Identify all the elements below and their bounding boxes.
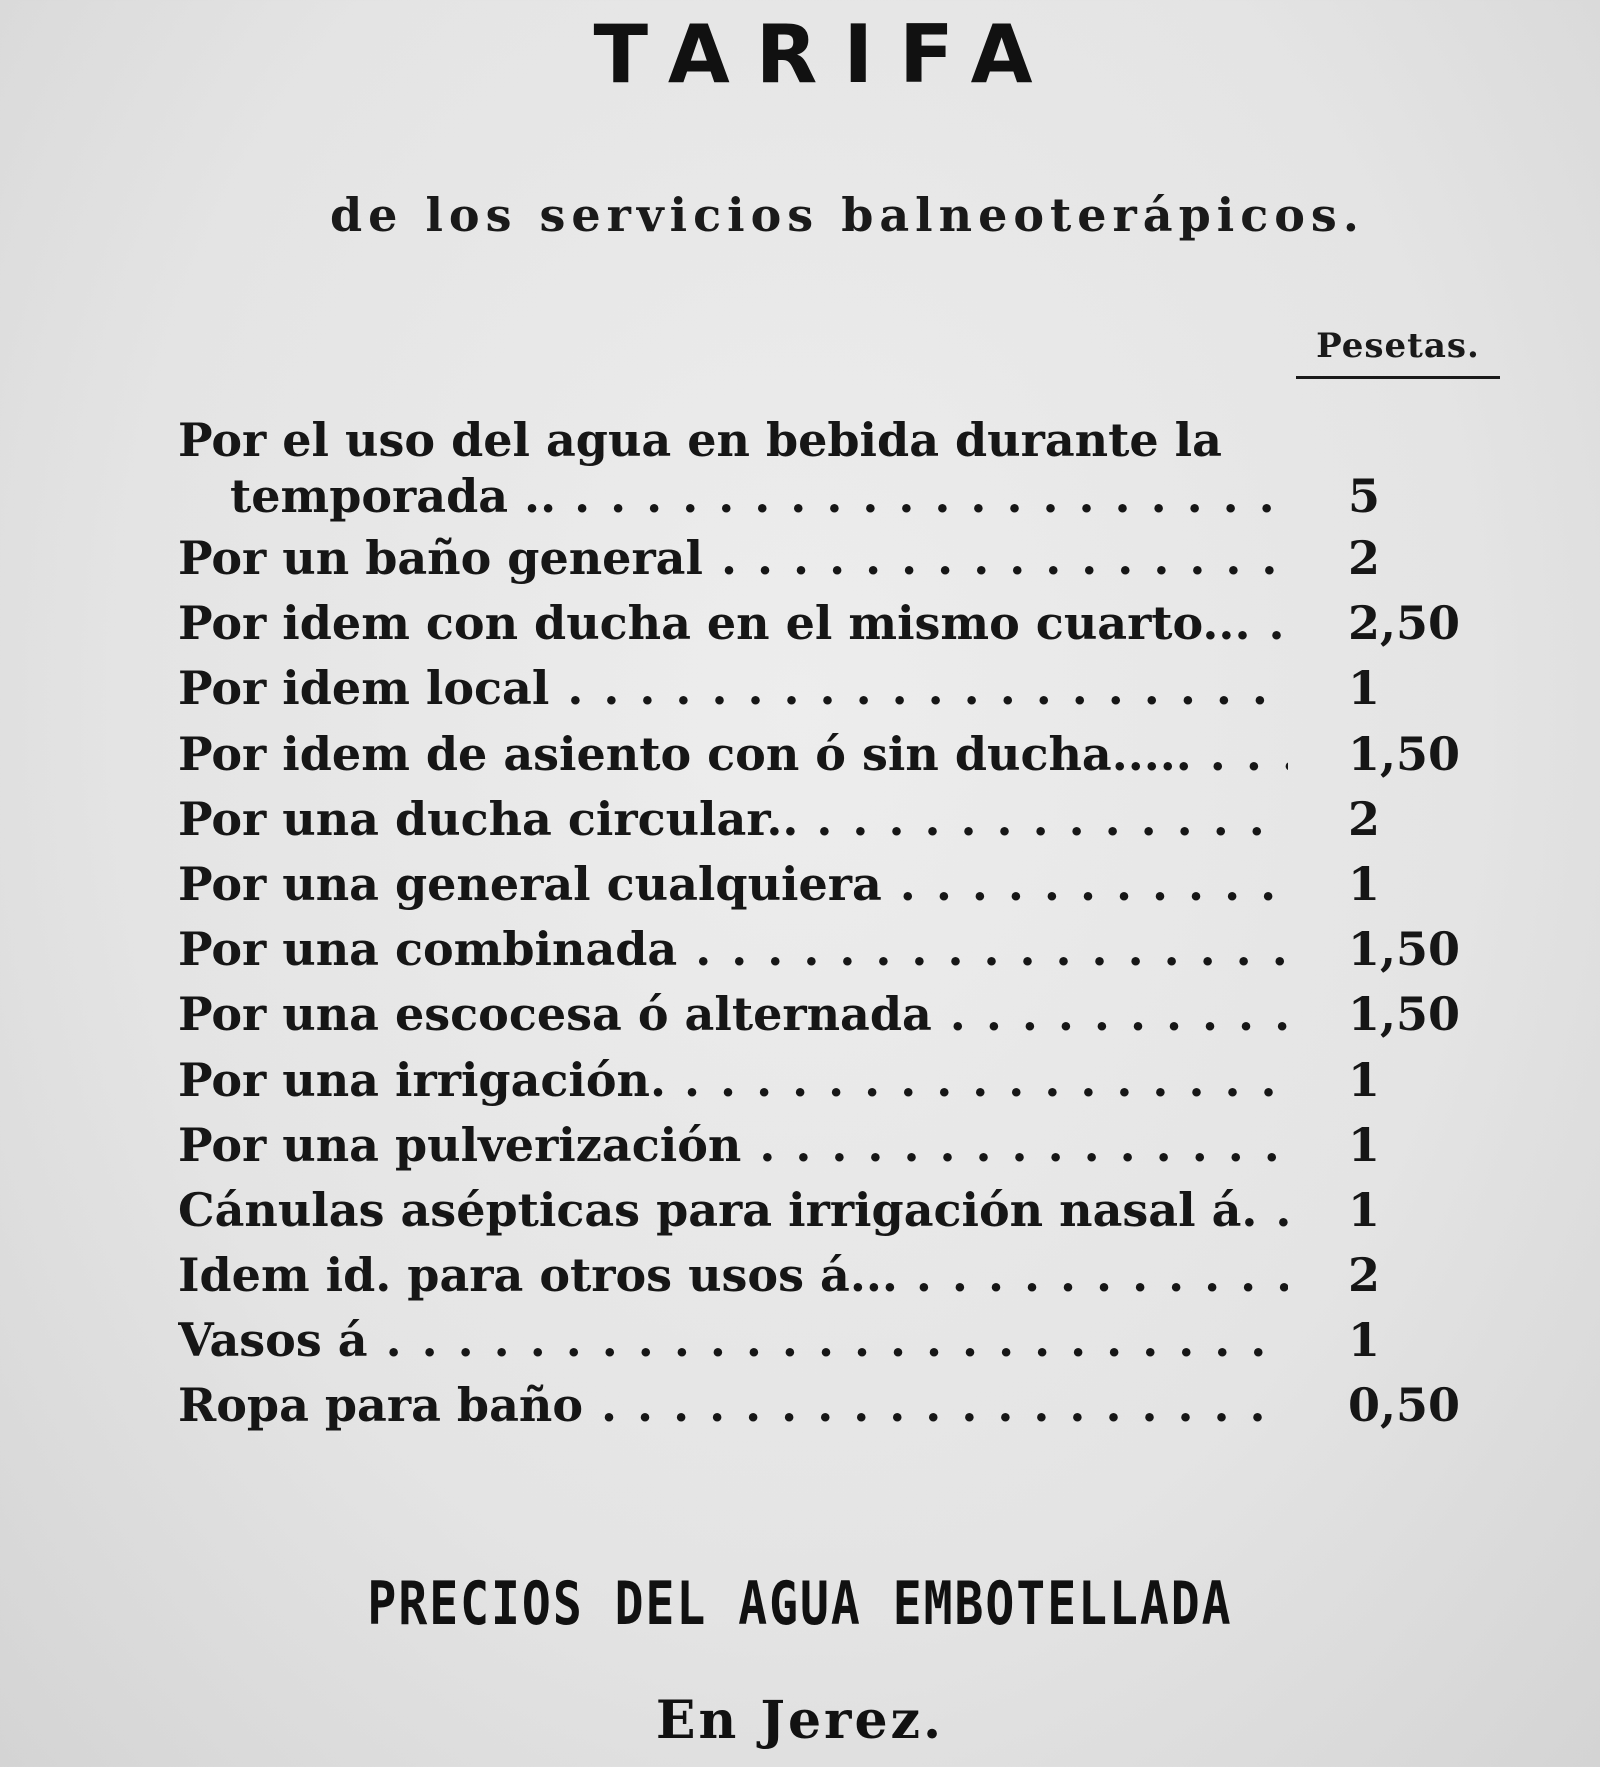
document-subtitle: de los servicios balneoterápicos. [330, 188, 1365, 242]
tariff-item-label: Cánulas asépticas para irrigación nasal á. . . . [178, 1178, 1288, 1243]
price-column-header: Pesetas. [1316, 326, 1480, 366]
document-title: TARIFA [593, 8, 1059, 101]
tariff-item-label: Ropa para baño . . . [178, 1373, 1288, 1438]
tariff-row [178, 1243, 1478, 1308]
tariff-list [178, 408, 1478, 1439]
tariff-row [178, 1178, 1478, 1243]
tariff-item-label: Por un baño general . . . [178, 526, 1288, 591]
tariff-item-price: 1,50 [1348, 987, 1461, 1042]
tariff-row [178, 787, 1478, 852]
tariff-row [178, 591, 1478, 656]
tariff-item-label: Por idem local . . . [178, 656, 1288, 721]
tariff-row [178, 722, 1478, 787]
tariff-item-price: 1,50 [1348, 922, 1461, 977]
tariff-row [178, 526, 1478, 591]
tariff-item-label: Por una general cualquiera . . . [178, 852, 1288, 917]
tariff-item-label: Por una irrigación. . . . [178, 1048, 1288, 1113]
tariff-item-price: 1 [1348, 856, 1381, 911]
tariff-item-label: Por una pulverización . . . [178, 1113, 1288, 1178]
tariff-item-price: 1 [1348, 1313, 1381, 1368]
tariff-item-label: Por una escocesa ó alternada . . . [178, 982, 1288, 1047]
tariff-item-label: Por idem con ducha en el mismo cuarto... . . . [178, 591, 1288, 656]
tariff-item-price: 2 [1348, 791, 1381, 846]
tariff-item-label-line1: Por el uso del agua en bebida durante la [178, 413, 1222, 467]
tariff-item-label: Por una ducha circular.. . . . [178, 787, 1288, 852]
tariff-item-label-line2: temporada .. . . . [230, 464, 1288, 529]
tariff-item-label: Vasos á . . . [178, 1308, 1288, 1373]
tariff-row [178, 852, 1478, 917]
tariff-item-label: Por idem de asiento con ó sin ducha..... . . . [178, 722, 1288, 787]
tariff-item-price: 0,50 [1348, 1378, 1461, 1433]
header-underline [1296, 376, 1500, 379]
tariff-row [178, 1048, 1478, 1113]
tariff-item-price: 1 [1348, 1117, 1381, 1172]
tariff-item-price: 2,50 [1348, 596, 1461, 651]
tariff-item-price: 1 [1348, 1052, 1381, 1107]
tariff-item-price: 2 [1348, 1248, 1381, 1303]
tariff-item-price: 5 [1348, 469, 1381, 523]
tariff-row [178, 982, 1478, 1047]
tariff-row [178, 1373, 1478, 1438]
tariff-row [178, 1308, 1478, 1373]
tariff-item-price: 1,50 [1348, 726, 1461, 781]
tariff-item-price: 2 [1348, 531, 1381, 585]
tariff-row [178, 917, 1478, 982]
tariff-row [178, 656, 1478, 721]
location-heading: En Jerez. [655, 1690, 945, 1751]
tariff-item-label: Por una combinada . . . [178, 917, 1288, 982]
tariff-item-label: Idem id. para otros usos á... . . . [178, 1243, 1288, 1308]
tariff-row [178, 1113, 1478, 1178]
tariff-item-price: 1 [1348, 661, 1381, 716]
tariff-item-price: 1 [1348, 1182, 1381, 1237]
bottled-water-section-title: PRECIOS DEL AGUA EMBOTELLADA [367, 1569, 1233, 1639]
tariff-row [178, 408, 1478, 526]
